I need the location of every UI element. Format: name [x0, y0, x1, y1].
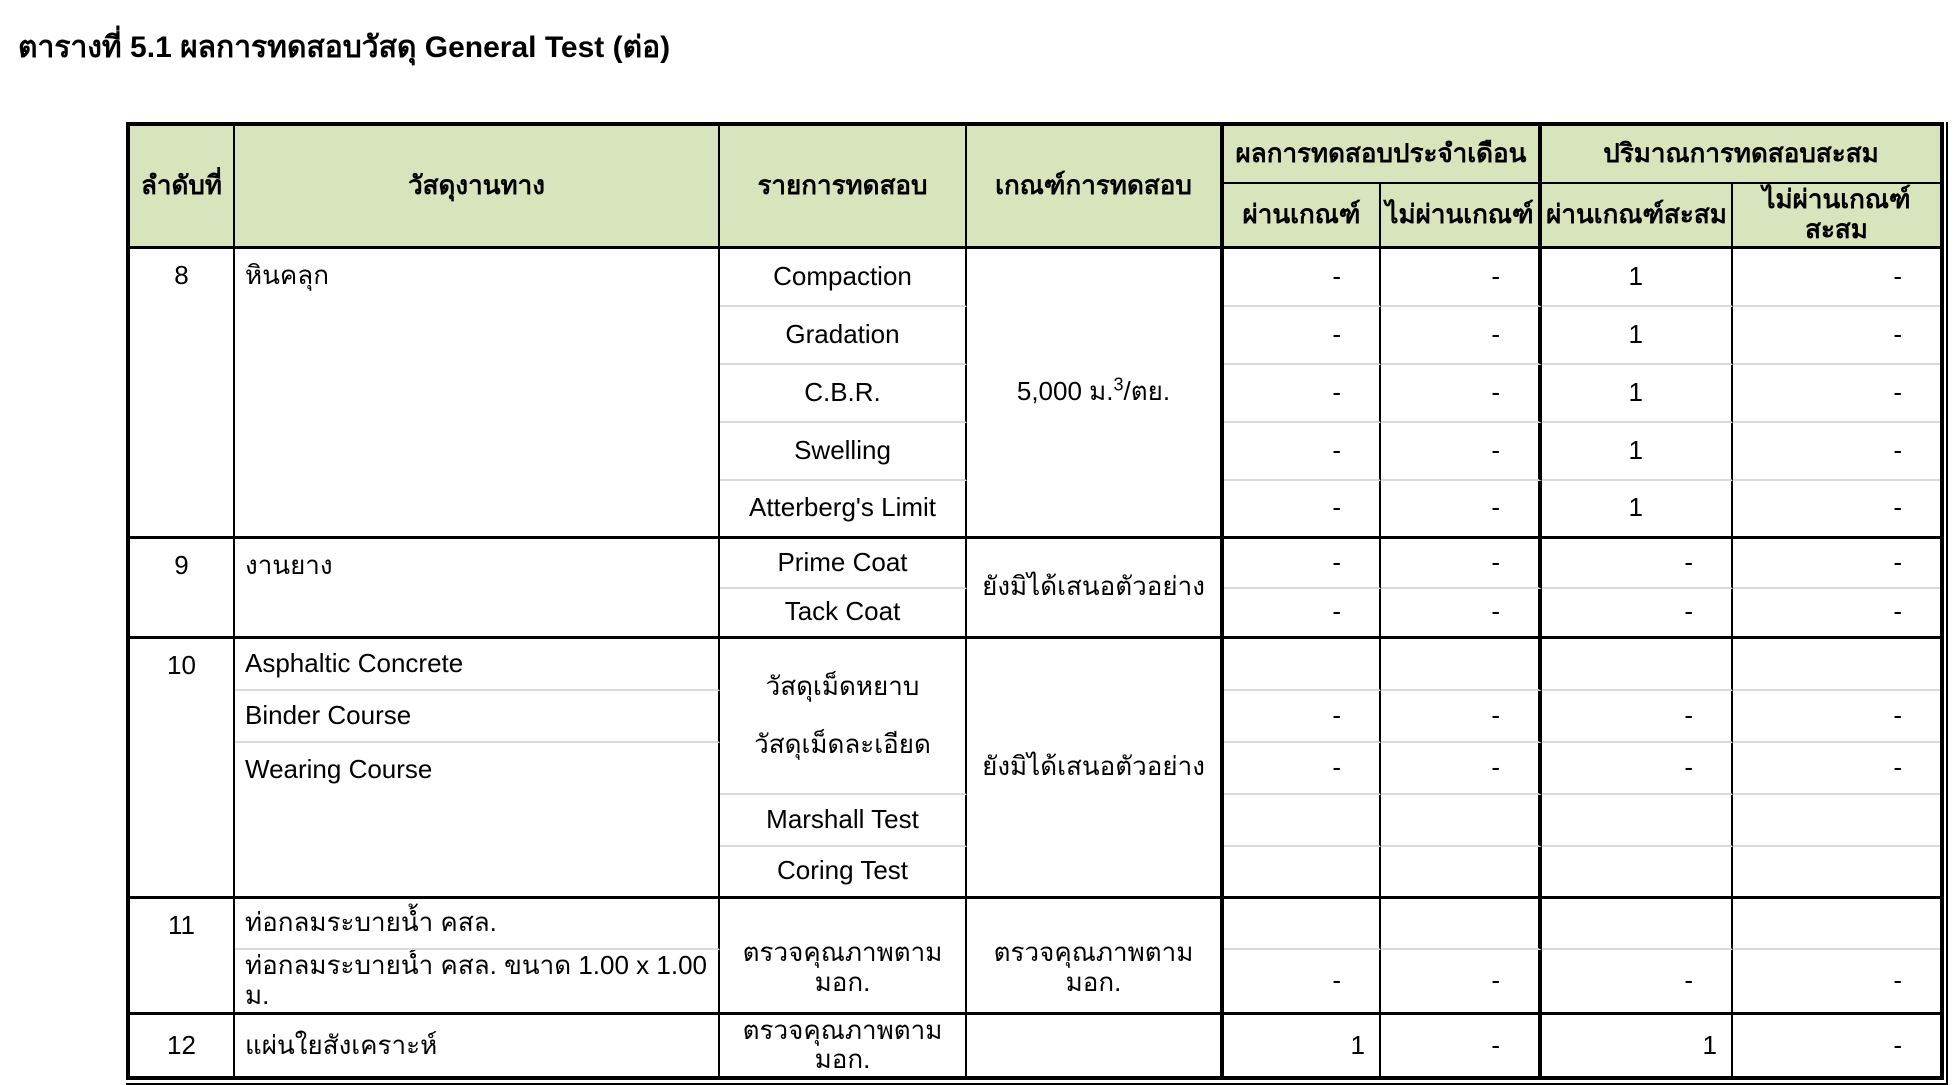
value-cell: - — [1733, 423, 1940, 481]
row-no: 10 — [130, 639, 235, 899]
criteria-text: /ตย. — [1123, 376, 1171, 407]
value-cell: - — [1224, 307, 1381, 365]
header-test: รายการทดสอบ — [720, 126, 967, 249]
material-cell: ท่อกลมระบายน้ำ คสล. — [235, 899, 720, 950]
value-cell: - — [1224, 423, 1381, 481]
criteria-superscript: 3 — [1113, 374, 1124, 395]
value-cell: 1 — [1542, 307, 1733, 365]
criteria-text: 5,000 ม. — [1016, 376, 1114, 407]
value-cell: - — [1542, 539, 1733, 589]
value-cell — [1542, 795, 1733, 847]
value-cell: - — [1381, 691, 1542, 743]
value-cell: - — [1733, 249, 1940, 307]
material-cell: Asphaltic Concrete — [235, 639, 720, 691]
header-monthly-pass: ผ่านเกณฑ์ — [1224, 184, 1381, 249]
value-cell: - — [1733, 307, 1940, 365]
value-cell — [1381, 847, 1542, 899]
value-cell: - — [1381, 743, 1542, 795]
value-cell: - — [1224, 589, 1381, 639]
test-cell: Tack Coat — [720, 589, 967, 639]
value-cell: - — [1542, 950, 1733, 1015]
value-cell: - — [1224, 539, 1381, 589]
value-cell: - — [1733, 589, 1940, 639]
material-cell: Binder Course — [235, 691, 720, 743]
criteria-cell: ยังมิได้เสนอตัวอย่าง — [967, 639, 1224, 899]
value-cell: - — [1224, 950, 1381, 1015]
test-cell: Coring Test — [720, 847, 967, 899]
value-cell: - — [1224, 481, 1381, 539]
test-line: วัสดุเม็ดหยาบ — [765, 670, 920, 701]
value-cell: - — [1381, 950, 1542, 1015]
value-cell: - — [1733, 743, 1940, 795]
header-cumulative-fail: ไม่ผ่านเกณฑ์สะสม — [1733, 184, 1940, 249]
value-cell: - — [1224, 249, 1381, 307]
header-cumulative-pass: ผ่านเกณฑ์สะสม — [1542, 184, 1733, 249]
value-cell: - — [1381, 539, 1542, 589]
header-material: วัสดุงานทาง — [235, 126, 720, 249]
test-cell: ตรวจคุณภาพตาม มอก. — [720, 899, 967, 1015]
value-cell: 1 — [1542, 365, 1733, 423]
page-title: ตารางที่ 5.1 ผลการทดสอบวัสดุ General Test (ต่อ) — [18, 31, 671, 64]
row-no: 9 — [130, 539, 235, 639]
value-cell — [1224, 639, 1381, 691]
results-table-wrapper — [126, 122, 1948, 1085]
header-no: ลำดับที่ — [130, 126, 235, 249]
value-cell: - — [1733, 1015, 1940, 1077]
value-cell: - — [1733, 950, 1940, 1015]
value-cell: - — [1381, 423, 1542, 481]
row-no: 11 — [130, 899, 235, 1015]
value-cell: - — [1542, 589, 1733, 639]
value-cell: - — [1733, 539, 1940, 589]
material-cell: ท่อกลมระบายน้ำ คสล. ขนาด 1.00 x 1.00 ม. — [235, 950, 720, 1015]
value-cell: - — [1542, 691, 1733, 743]
test-cell: Compaction — [720, 249, 967, 307]
criteria-cell — [967, 1015, 1224, 1077]
test-cell — [720, 639, 967, 795]
value-cell — [1542, 639, 1733, 691]
material-test-results-table — [130, 126, 1940, 1076]
test-cell: C.B.R. — [720, 365, 967, 423]
test-cell: Atterberg's Limit — [720, 481, 967, 539]
test-cell: Swelling — [720, 423, 967, 481]
value-cell: - — [1224, 365, 1381, 423]
material-cell: Wearing Course — [235, 743, 720, 899]
value-cell: - — [1381, 1015, 1542, 1077]
value-cell — [1381, 639, 1542, 691]
header-monthly-fail: ไม่ผ่านเกณฑ์ — [1381, 184, 1542, 249]
material-cell: งานยาง — [235, 539, 720, 639]
value-cell: 1 — [1542, 481, 1733, 539]
material-cell: หินคลุก — [235, 249, 720, 539]
value-cell: 1 — [1542, 249, 1733, 307]
value-cell — [1381, 899, 1542, 950]
header-criteria: เกณฑ์การทดสอบ — [967, 126, 1224, 249]
value-cell: 1 — [1224, 1015, 1381, 1077]
value-cell: 1 — [1542, 1015, 1733, 1077]
test-cell: ตรวจคุณภาพตาม มอก. — [720, 1015, 967, 1077]
criteria-cell: ตรวจคุณภาพตาม มอก. — [967, 899, 1224, 1015]
value-cell: - — [1381, 589, 1542, 639]
criteria-cell: ยังมิได้เสนอตัวอย่าง — [967, 539, 1224, 639]
value-cell: - — [1733, 365, 1940, 423]
value-cell: - — [1381, 481, 1542, 539]
value-cell: - — [1733, 481, 1940, 539]
header-cumulative-group: ปริมาณการทดสอบสะสม — [1542, 126, 1940, 184]
value-cell: - — [1381, 365, 1542, 423]
material-cell: แผ่นใยสังเคราะห์ — [235, 1015, 720, 1077]
header-monthly-group: ผลการทดสอบประจำเดือน — [1224, 126, 1542, 184]
test-cell: Prime Coat — [720, 539, 967, 589]
value-cell — [1733, 639, 1940, 691]
value-cell: - — [1381, 307, 1542, 365]
value-cell — [1224, 899, 1381, 950]
row-no: 8 — [130, 249, 235, 539]
value-cell — [1733, 899, 1940, 950]
criteria-cell — [967, 249, 1224, 539]
test-line: วัสดุเม็ดละเอียด — [754, 728, 931, 759]
value-cell — [1542, 899, 1733, 950]
value-cell — [1733, 847, 1940, 899]
value-cell: - — [1542, 743, 1733, 795]
row-no: 12 — [130, 1015, 235, 1077]
value-cell: - — [1381, 249, 1542, 307]
value-cell — [1224, 847, 1381, 899]
value-cell — [1733, 795, 1940, 847]
value-cell — [1542, 847, 1733, 899]
value-cell: 1 — [1542, 423, 1733, 481]
value-cell: - — [1224, 743, 1381, 795]
value-cell — [1224, 795, 1381, 847]
value-cell: - — [1733, 691, 1940, 743]
value-cell: - — [1224, 691, 1381, 743]
value-cell — [1381, 795, 1542, 847]
test-cell: Gradation — [720, 307, 967, 365]
test-cell: Marshall Test — [720, 795, 967, 847]
